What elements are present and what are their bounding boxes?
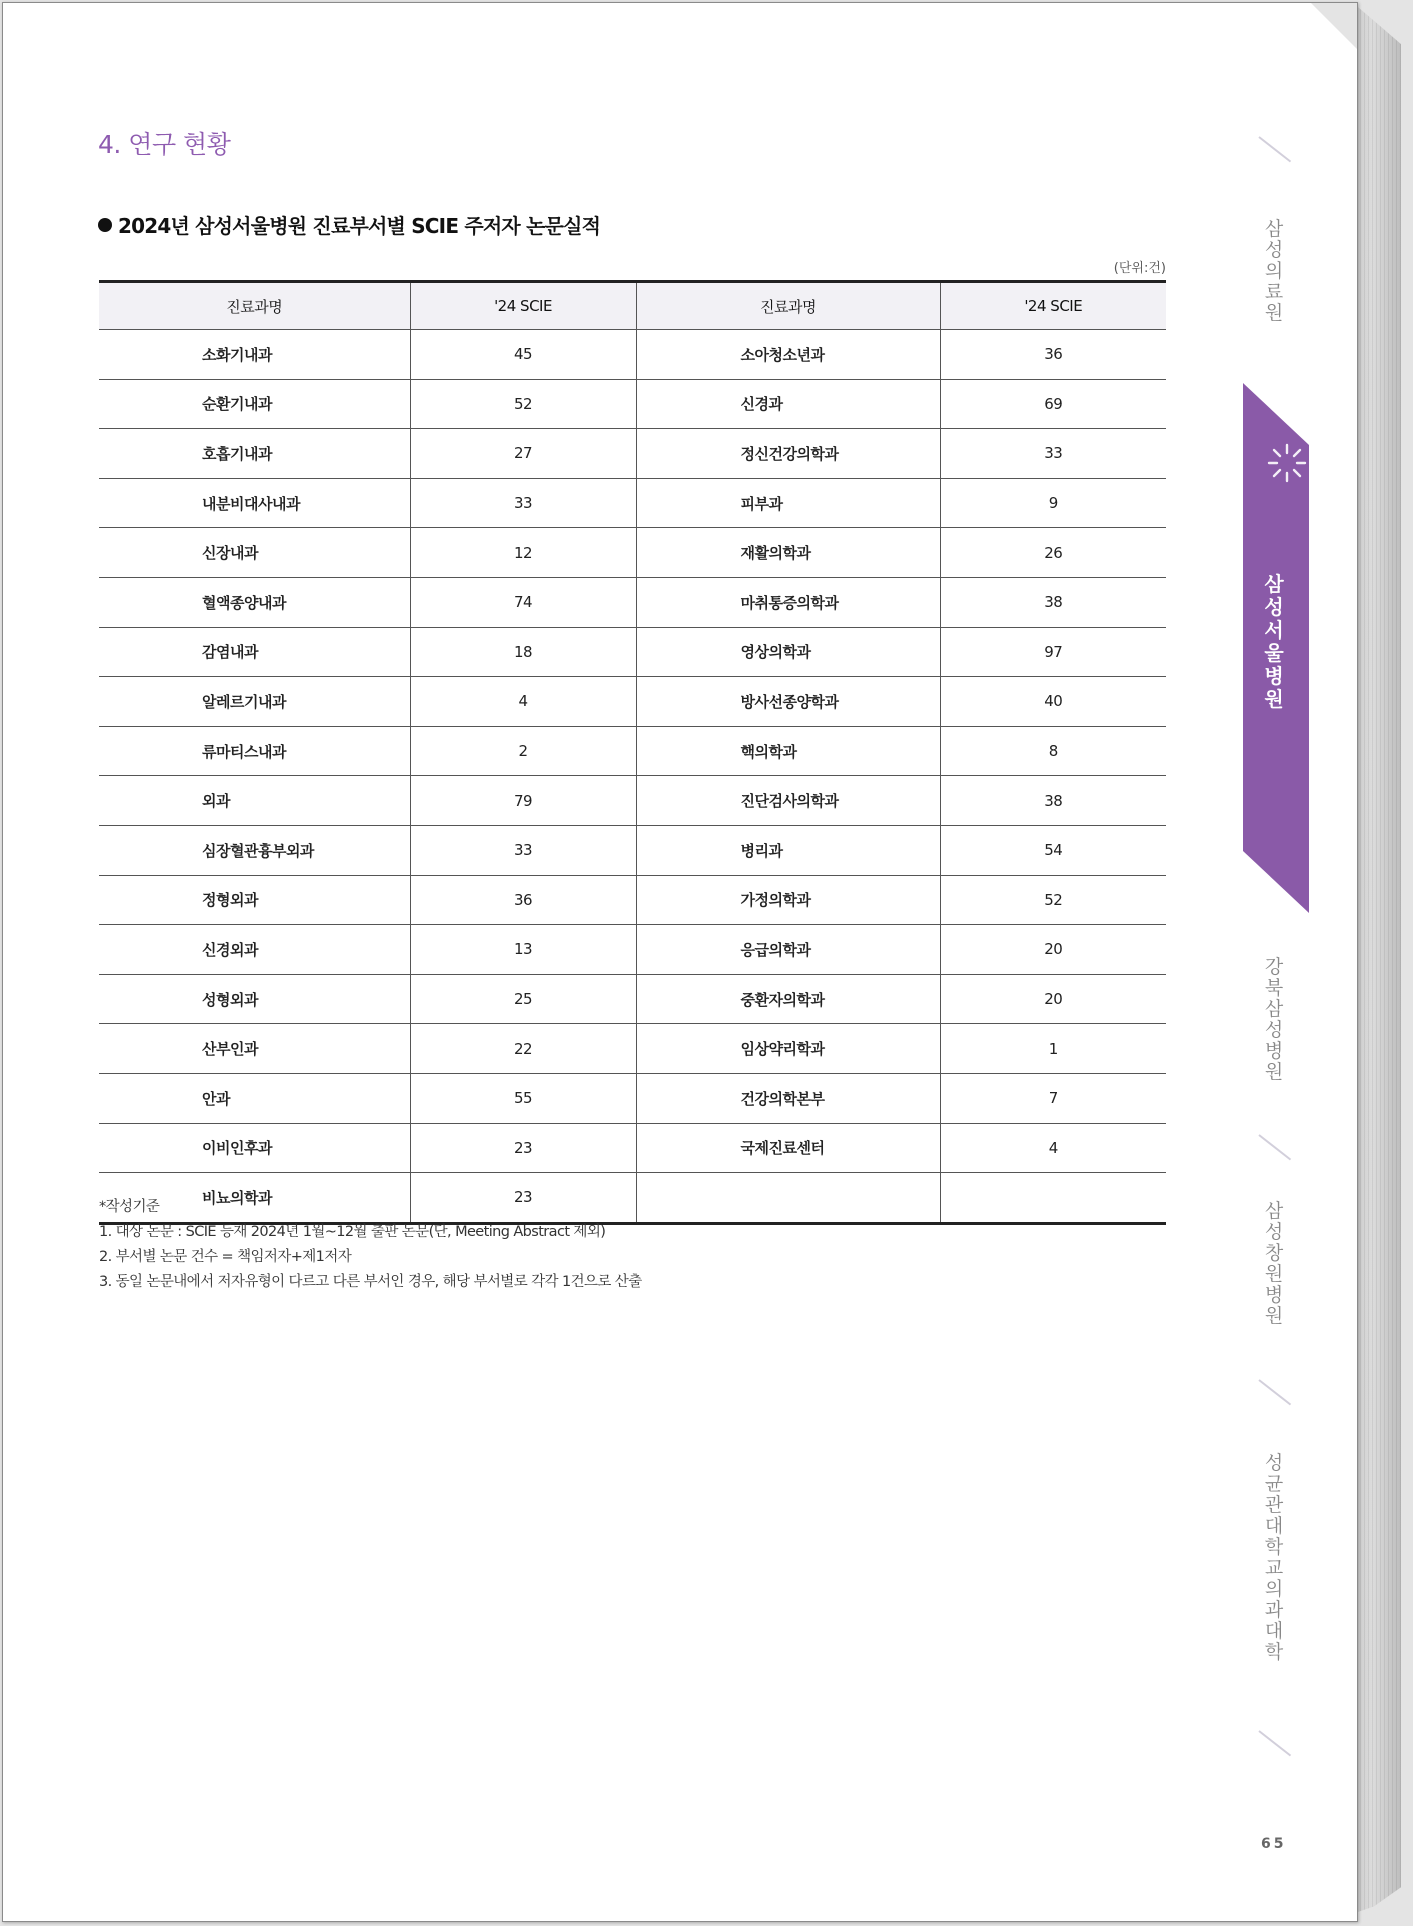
- table-row: [99, 677, 1166, 727]
- scie-right-cell: 26: [940, 528, 1166, 578]
- dept-left-cell: 순환기내과: [99, 379, 410, 429]
- dept-right-cell: 국제진료센터: [636, 1123, 940, 1173]
- table-row: [99, 1123, 1166, 1173]
- dept-right-cell: 임상약리학과: [636, 1024, 940, 1074]
- scie-left-cell: 33: [410, 825, 636, 875]
- scie-left-cell: 2: [410, 726, 636, 776]
- dept-left-cell: 정형외과: [99, 875, 410, 925]
- note-item: 3. 동일 논문내에서 저자유형이 다르고 다른 부서인 경우, 해당 부서별로 각각 1건으로 산출: [99, 1274, 642, 1290]
- dept-left-cell: 비뇨의학과: [99, 1173, 410, 1224]
- table-row: [99, 776, 1166, 826]
- dept-right-cell: 중환자의학과: [636, 974, 940, 1024]
- divider-slash: [1258, 1730, 1291, 1756]
- table-row: [99, 528, 1166, 578]
- table-row: [99, 627, 1166, 677]
- header-scie-left: '24 SCIE: [410, 282, 636, 330]
- dept-right-cell: [636, 1173, 940, 1224]
- scie-left-cell: 52: [410, 379, 636, 429]
- note-item: 2. 부서별 논문 건수 = 책임저자+제1저자: [99, 1249, 352, 1265]
- scie-right-cell: 97: [940, 627, 1166, 677]
- dept-right-cell: 피부과: [636, 478, 940, 528]
- dept-left-cell: 이비인후과: [99, 1123, 410, 1173]
- divider-slash: [1258, 1134, 1291, 1160]
- scie-left-cell: 79: [410, 776, 636, 826]
- corner-fold: [1311, 3, 1357, 49]
- scie-right-cell: 36: [1044, 345, 1063, 364]
- scie-left-cell: 36: [410, 875, 636, 925]
- scie-left-cell: 22: [410, 1024, 636, 1074]
- scie-right-cell: 8: [940, 726, 1166, 776]
- table-row: [99, 429, 1166, 479]
- scie-right-cell: 4: [940, 1123, 1166, 1173]
- sunburst-icon: [1265, 441, 1309, 485]
- divider-slash: [1258, 136, 1291, 162]
- scie-right-cell: 20: [940, 925, 1166, 975]
- scie-right-cell: 9: [940, 478, 1166, 528]
- scie-right-cell: 33: [940, 429, 1166, 479]
- table-row: [99, 577, 1166, 627]
- scie-left-cell: 45: [410, 330, 636, 380]
- dept-right-cell: 신경과: [636, 379, 940, 429]
- table-row: [99, 726, 1166, 776]
- scie-right-cell: 1: [940, 1024, 1166, 1074]
- table-row: [99, 1073, 1166, 1123]
- header-scie-right: '24 SCIE: [940, 282, 1166, 330]
- table-header-row: [99, 282, 1166, 330]
- page-number: 65: [1261, 1836, 1287, 1852]
- scie-right-cell: [940, 1173, 1166, 1224]
- page-stack-edge: [1352, 2, 1401, 1914]
- dept-left-cell: 소화기내과: [99, 330, 410, 380]
- document-page: [2, 2, 1358, 1922]
- scie-right-cell: 69: [940, 379, 1166, 429]
- table-row: [99, 478, 1166, 528]
- scie-right-cell: 52: [940, 875, 1166, 925]
- dept-right-cell: 정신건강의학과: [636, 429, 940, 479]
- bullet-icon: [98, 218, 112, 232]
- notes: [99, 1195, 642, 1295]
- dept-left-cell: 신장내과: [99, 528, 410, 578]
- side-tab-samsung-medical-center[interactable]: 삼성의료원: [1264, 218, 1284, 324]
- dept-left-cell: 류마티스내과: [99, 726, 410, 776]
- dept-right-cell: 병리과: [636, 825, 940, 875]
- dept-left-cell: 성형외과: [99, 974, 410, 1024]
- dept-left-cell: 내분비대사내과: [99, 478, 410, 528]
- dept-right-cell: 핵의학과: [636, 726, 940, 776]
- dept-right-cell: 방사선종양학과: [636, 677, 940, 727]
- scie-right-cell: 7: [940, 1073, 1166, 1123]
- scie-left-cell: 23: [410, 1173, 636, 1224]
- dept-right-cell: 재활의학과: [636, 528, 940, 578]
- scie-left-cell: 12: [410, 528, 636, 578]
- table-row: [99, 1024, 1166, 1074]
- dept-left-cell: 산부인과: [99, 1024, 410, 1074]
- dept-left-cell: 외과: [99, 776, 410, 826]
- dept-left-cell: 안과: [99, 1073, 410, 1123]
- dept-left-cell: 알레르기내과: [99, 677, 410, 727]
- table-row: [99, 974, 1166, 1024]
- dept-left-cell: 혈액종양내과: [99, 577, 410, 627]
- dept-left-cell: 감염내과: [99, 627, 410, 677]
- table-row: [99, 330, 1166, 380]
- dept-left-cell: 신경외과: [99, 925, 410, 975]
- scie-left-cell: 55: [410, 1073, 636, 1123]
- side-tab-skku-medicine[interactable]: 성균관대학교 의과대학: [1264, 1452, 1284, 1663]
- table-row: [99, 925, 1166, 975]
- header-dept-left: 진료과명: [99, 282, 410, 330]
- dept-left-cell: 심장혈관흉부외과: [99, 825, 410, 875]
- note-item: 1. 대상 논문 : SCIE 등재 2024년 1월~12월 출판 논문(단, Meeting Abstract 제외): [99, 1224, 606, 1240]
- scie-left-cell: 18: [410, 627, 636, 677]
- scie-left-cell: 33: [410, 478, 636, 528]
- header-dept-right: 진료과명: [636, 282, 940, 330]
- scie-left-cell: 25: [410, 974, 636, 1024]
- table-title: [98, 210, 600, 239]
- divider-slash: [1258, 1379, 1291, 1405]
- side-tab-kangbuk-samsung-hospital[interactable]: 강북삼성병원: [1264, 956, 1284, 1083]
- scie-right-cell: 38: [940, 776, 1166, 826]
- scie-right-cell: 38: [940, 577, 1166, 627]
- table-row: [99, 875, 1166, 925]
- dept-left-cell: 호흡기내과: [99, 429, 410, 479]
- scie-left-cell: 74: [410, 577, 636, 627]
- scie-right-cell: 40: [940, 677, 1166, 727]
- dept-right-cell: 마취통증의학과: [636, 577, 940, 627]
- side-tab-samsung-changwon-hospital[interactable]: 삼성창원병원: [1264, 1200, 1284, 1327]
- scie-left-cell: 23: [410, 1123, 636, 1173]
- scie-left-cell: 27: [410, 429, 636, 479]
- dept-right-cell: 소아청소년과: [636, 330, 940, 380]
- unit-label: (단위:건): [1113, 261, 1166, 276]
- section-title: 4. 연구 현황: [98, 130, 231, 159]
- scie-right-cell: 20: [940, 974, 1166, 1024]
- dept-right-cell: 영상의학과: [636, 627, 940, 677]
- dept-right-cell: 진단검사의학과: [636, 776, 940, 826]
- scie-left-cell: 4: [410, 677, 636, 727]
- active-tab-label: 삼성서울병원: [1264, 572, 1284, 711]
- scie-left-cell: 13: [410, 925, 636, 975]
- scie-right-cell: 54: [940, 825, 1166, 875]
- scie-table: [99, 280, 1166, 1225]
- table-row: [99, 379, 1166, 429]
- table-row: [99, 825, 1166, 875]
- notes-heading: *작성기준: [99, 1199, 160, 1215]
- dept-right-cell: 가정의학과: [636, 875, 940, 925]
- table-title-text: 2024년 삼성서울병원 진료부서별 SCIE 주저자 논문실적: [118, 214, 601, 238]
- dept-right-cell: 응급의학과: [636, 925, 940, 975]
- dept-right-cell: 건강의학본부: [636, 1073, 940, 1123]
